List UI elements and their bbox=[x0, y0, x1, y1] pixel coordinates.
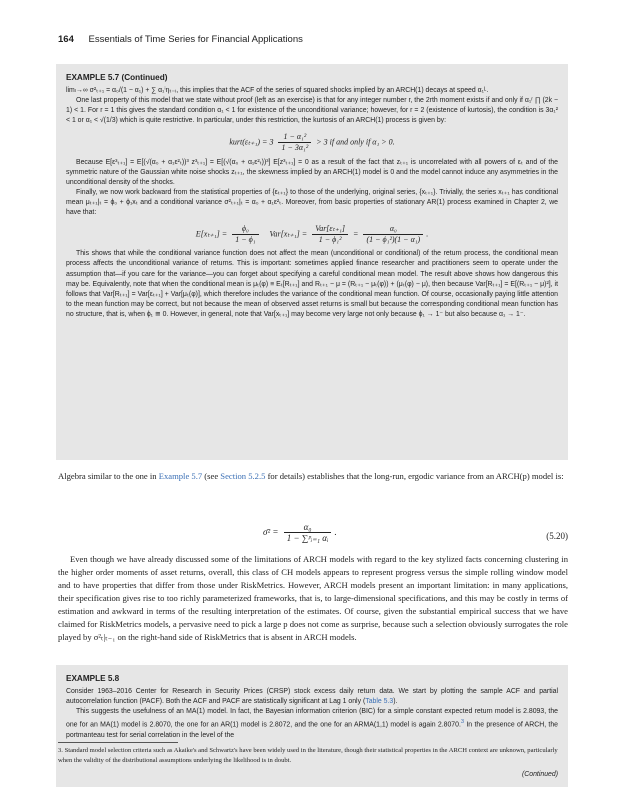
paragraph: Even though we have already discussed some of the limitations of ARCH models with regard to the key stylized facts concerning clustering in the higher order moments of asset returns, overall, this class of CH models appears to represent progress versus the simple rolling window model and to have properties that differ from those under RiskMetrics. However, ARCH models present an important limitation: in many applications, their specification gives rise to too richly parameterized frameworks, that is, to large-dimensional specifications, and this may be costly in terms of estimation and awkward in terms of the resulting interpretation of the estimates. Of course, given the substantial empirical success that we have claimed for RiskMetrics models, a pervasive need to pick a large p does not come as surprise, because such a selection obviously surrogates the role played by σ²ₜ|ₜ₋₁ on the right-hand side of RiskMetrics that is absent in ARCH models. bbox=[58, 554, 568, 642]
eq-denominator: 1 − ϕ₁² bbox=[318, 235, 342, 245]
eq-fraction bbox=[284, 522, 332, 544]
paragraph: This shows that while the conditional variance function does not affect the mean (unconditional or conditional) of the return process, the conditional mean process affects the unconditional variance of returns. This is important: sometimes applied finance researcher and practitioners seem to operate under the assumption that—if you care for the variance—you can forget about specifying a careful conditional mean model. The result above shows how dangerous this may be. Equivalently, note that when the conditional mean is μₜ(φ) ≡ Eₜ[Rₜ₊₁] and Rₜ₊₁ − μ = (Rₜ₊₁ − μₜ(φ)) + (μₜ(φ) − μ), then because Var[Rₜ₊₁] = E[(Rₜ₊₁ − μ)²], it follows that Var[Rₜ₊₁] = Var[εₜ₊₁] + Var[μₜ(φ)], which therefore includes the variance of the conditional mean function. Of course, occasionally paying little attention to the mean function may be correct, but not because the mean of observed asset returns is small but because the corresponding conditional mean function has no structure, that is, when ϕ₁ ≅ 0. However, in general, note that Var[xₜ₊₁] may become very large not only because ϕ₁ → 1⁻ but also because α₁ → 1⁻. bbox=[66, 250, 558, 318]
equation-number: (5.20) bbox=[546, 531, 568, 541]
eq-denominator: 1 − ϕ₁ bbox=[235, 235, 256, 245]
footnote: 3. Standard model selection criteria such as Akaike's and Schwartz's have been widely used in the literature, though their statistical properties in the ARCH context are unknown, particularly when the validity of the distributional assumptions underlying the likelihood is in doubt. bbox=[58, 747, 558, 764]
eq-lhs: E[xₜ₊₁] = bbox=[195, 229, 228, 239]
running-header bbox=[58, 34, 567, 45]
eq-denominator: (1 − ϕ₁²)(1 − α₁) bbox=[366, 235, 421, 245]
example-body bbox=[56, 82, 568, 320]
paragraph: Finally, we now work backward from the statistical properties of {εₜ₊₁} to those of the underlying, original series, {xₜ₊₁}. Trivially, the series xₜ₊₁ has conditional mean μₜ₊₁|ₜ = ϕ₀ + ϕ₁xₜ and a conditional variance σ²ₜ₊₁|ₜ = α₀ + α₁ε²ₜ. Moreover, from basic properties of stationary AR(1) process examined in Chapter 2, we have that: bbox=[66, 188, 558, 217]
paragraph: limₗ→∞ σ²ₜ₊₁ = α₀/(1 − α₁) + ∑ α₁ⁱηₜ₋ᵢ, this implies that the ACF of the series of squared shocks implied by an ARCH(1) decays at speed α₁ᴸ. bbox=[66, 87, 489, 94]
text: Algebra similar to the one in bbox=[58, 471, 159, 481]
text: This suggests the usefulness of an MA(1) model. In fact, the Bayesian information criterion (BIC) for a simple constant expected return model is 2.8093, the one for an MA(1) model is 2.8070, the one for an AR(1) model is 2.8072, and the one for an ARMA(1,1) model is again 2.8070. bbox=[66, 708, 558, 729]
eq-fraction bbox=[363, 224, 423, 245]
eq-lhs: kurt(εₜ₊₁) = 3 bbox=[229, 137, 274, 147]
section-5-2-5-link[interactable]: Section 5.2.5 bbox=[220, 471, 266, 481]
eq-numerator: 1 − α₁² bbox=[278, 132, 311, 143]
paragraph: Because E[ε³ₜ₊₁] = E[(√(α₀ + α₁ε²ₜ))³ z³ₜ₊₁] = E[(√(α₀ + α₁ε²ₜ))³] E[z³ₜ₊₁] = 0 as a result of the fact that zₜ₊₁ is uncorrelated with all powers of εₜ and of the symmetric nature of the Gaussian white noise shocks zₜ₊₁, the skewness implied by an ARCH(1) model is 0 and the model cannot induce any asymmetries in the unconditional density of the shocks. bbox=[66, 158, 558, 186]
eq-lhs: Var[xₜ₊₁] = bbox=[269, 229, 308, 239]
eq-denominator: 1 − ∑ᵖᵢ₌₁ αᵢ bbox=[286, 533, 329, 543]
example-5-7-box bbox=[56, 64, 568, 460]
running-title: Essentials of Time Series for Financial Applications bbox=[88, 34, 303, 45]
eq-denominator: 1 − 3α₁² bbox=[281, 143, 309, 153]
eq-fraction bbox=[278, 132, 311, 153]
kurtosis-equation bbox=[66, 132, 558, 153]
eq-numerator: ϕ₀ bbox=[232, 224, 258, 235]
page-number: 164 bbox=[58, 34, 74, 45]
eq-lhs: σ̄² = bbox=[263, 527, 279, 538]
moments-equation: E[xₜ₊₁] = $\frac{\text{ϕ₀}}{\text{1 − ϕ₁}}$ Var[xₜ₊₁] = $\frac{\text{Var[εₜ₊₁]}}{\text{1 − ϕ₁²}}$ = $\frac{\text{α₀}}{\text{(1 − ϕ₁²)(1 − α₁)}}$ . bbox=[195, 224, 429, 245]
text: for details) establishes that the long-run, ergodic variance from an ARCH(p) model is: bbox=[265, 471, 564, 481]
eq-numerator: α₀ bbox=[284, 522, 332, 533]
body-paragraph-2 bbox=[58, 553, 568, 644]
eq-numerator: α₀ bbox=[363, 224, 423, 235]
eq-rhs: > 3 if and only if α₁ > 0. bbox=[316, 137, 395, 147]
footnote-marker[interactable]: 3 bbox=[460, 719, 465, 726]
eq-numerator: Var[εₜ₊₁] bbox=[312, 224, 348, 235]
text: (see bbox=[202, 471, 221, 481]
table-5-3-link[interactable]: Table 5.3 bbox=[365, 698, 394, 706]
example-body bbox=[56, 683, 568, 741]
eq-fraction bbox=[312, 224, 348, 245]
paragraph: One last property of this model that we state without proof (left as an exercise) is that for any integer number r, the 2rth moment exists if and only if α₁ʳ ∏ (2k − 1) < 1. For r = 1 this gives the standard condition α₁ < 1 for existence of the unconditional variance; however, for r = 2 (existence of kurtosis), the condition is 3α₁² < 1 or α₁ < √(1/3) which is quite restrictive. In particular, under this restriction, the kurtosis of an ARCH(1) process is given by: bbox=[66, 97, 558, 125]
example-title: EXAMPLE 5.7 (Continued) bbox=[66, 73, 168, 82]
example-5-7-link[interactable]: Example 5.7 bbox=[158, 471, 203, 481]
text: ). bbox=[393, 698, 398, 706]
example-5-8-box bbox=[56, 665, 568, 787]
example-title: EXAMPLE 5.8 bbox=[66, 674, 120, 683]
text: Consider 1963–2016 Center for Research in Security Prices (CRSP) stock excess daily return data. We start by plotting the sample ACF and partial autocorrelation function (PACF). Both the ACF and PACF are statistically significant at Lag 1 only ( bbox=[66, 688, 558, 706]
footnote-divider bbox=[58, 742, 178, 743]
text: In the presence of ARCH, the portmanteau test for serial correlation in the level of the bbox=[66, 721, 559, 739]
continued-label: (Continued) bbox=[521, 771, 558, 778]
page: 164 Essentials of Time Series for Financial Applications EXAMPLE 5.7 (Continued) limₗ→∞ σ²ₜ₊₁ = α₀/(1 − α₁) + ∑ α₁ⁱηₜ₋ᵢ, this implies that the ACF of the series of squared shocks implied by an ARCH(1) decays at speed α₁ᴸ. One last property of this model that we state without proof (left as an exercise) is that for any integer number r, the 2rth moment exists if and only if α₁ʳ ∏ (2k − 1) < 1. For r = 1 this gives the standard condition α₁ < 1 for existence of the unconditional variance; however, for r = 2 (existence of kurtosis), the condition is 3α₁² < 1 or α₁ < √(1/3) which is quite restrictive. In particular, under this restriction, the kurtosis of an ARCH(1) process is given by: kurt(εₜ₊₁) = 3 $\frac{\text{1 − α₁²}}{\text{1 − 3α₁²}}$ > 3 if and only if α₁ > 0. Because E[ε³ₜ₊₁] = E[(√(α₀ + α₁ε²ₜ))³ z³ₜ₊₁] = E[(√(α₀ + α₁ε²ₜ))³] E[z³ₜ₊₁] = 0 as a result of the fact that zₜ₊₁ is uncorrelated with all powers of εₜ and of the symmetric nature of the Gaussian white noise shocks zₜ₊₁, the skewness implied by an ARCH(1) model is 0 and the model cannot induce any asymmetries in the unconditional density of the shocks. Finally, we now work backward from the statistical properties of {εₜ₊₁} to those of the underlying, original series, {xₜ₊₁}. Trivially, the series xₜ₊₁ has conditional mean μₜ₊₁|ₜ = ϕ₀ + ϕ₁xₜ and a conditional variance σ²ₜ₊₁|ₜ = α₀ + α₁ε²ₜ. Moreover, from basic properties of stationary AR(1) process examined in Chapter 2, we have that: E[xₜ₊₁] = $\frac{\text{ϕ₀}}{\text{1 − ϕ₁}}$ Var[xₜ₊₁] = $\frac{\text{Var[εₜ₊₁]}}{\text{1 − ϕ₁²}}$ = $\frac{\text{α₀}}{\text{(1 − ϕ₁²)(1 − α₁)}}$ . This shows that while the conditional variance function does not affect the mean (unconditional or conditional) of the return process, the conditional mean process affects the unconditional variance of returns. This is important: sometimes applied finance researcher and practitioners seem to operate under the assumption that—if you care for the variance—you can forget about specifying a careful conditional mean model. The result above shows how dangerous this may be. Equivalently, note that when the conditional mean is μₜ(φ) ≡ Eₜ[Rₜ₊₁] and Rₜ₊₁ − μ = (Rₜ₊₁ − μₜ(φ)) + (μₜ(φ) − μ), then because Var[Rₜ₊₁] = E[(Rₜ₊₁ − μ)²], it follows that Var[Rₜ₊₁] = Var[εₜ₊₁] + Var[μₜ(φ)], which therefore includes the variance of the conditional mean function. Of course, occasionally paying little attention to the mean function may be correct, but not because the mean of observed asset returns is small but because the corresponding conditional mean function has no structure, that is, when ϕ₁ ≅ 0. However, in general, note that Var[xₜ₊₁] may become very large not only because ϕ₁ → 1⁻ but also because α₁ → 1⁻. Algebra similar to the one in Example 5.7 (see Section 5.2.5 for details) establishes that the long-run, ergodic variance from an ARCH(p) model is: σ̄² = $\frac{\text{α₀}}{\text{1 − ∑ᵖᵢ₌₁ αᵢ}}$ . (5.20) Even though we have already discussed some of the limitations of ARCH models with regard to the key stylized facts concerning clustering in the higher order moments of asset returns, overall, this class of CH models appears to represent progress versus the simple rolling window model and to have properties that differ from those under RiskMetrics. However, ARCH models present an important limitation: in many applications, their specification gives rise to too richly parameterized frameworks, that is, to large-dimensional specifications, and this may be costly in terms of estimation and awkward in terms of the resulting interpretation of the estimates. Of course, given the substantial empirical success that we have claimed for RiskMetrics models, a pervasive need to pick a large p does not come as surprise, because such a selection obviously surrogates the role played by σ²ₜ|ₜ₋₁ on the right-hand side of RiskMetrics that is absent in ARCH models. EXAMPLE 5.8 Consider 1963–2016 Center for Research in Security Prices (CRSP) stock excess daily return data. We start by plotting the sample ACF and partial autocorrelation function (PACF). Both the ACF and PACF are statistically significant at Lag 1 only (Table 5.3). This suggests the usefulness of an MA(1) model. In fact, the Bayesian information criterion (BIC) for a simple constant expected return model is 2.8093, the one for an MA(1) model is 2.8070, the one for an AR(1) model is 2.8072, and the one for an ARMA(1,1) model is again 2.8070.$^3$ In the presence of ARCH, the portmanteau test for serial correlation in the level of the (Continued) 3. Standard model selection criteria such as Akaike's and Schwartz's have been widely used in the literature, though their statistical properties in the ARCH context are unknown, particularly when the validity of the distributional assumptions underlying the likelihood is in doubt. bbox=[0, 0, 625, 800]
body-paragraph-1 bbox=[58, 470, 568, 483]
eq-fraction bbox=[232, 224, 258, 245]
